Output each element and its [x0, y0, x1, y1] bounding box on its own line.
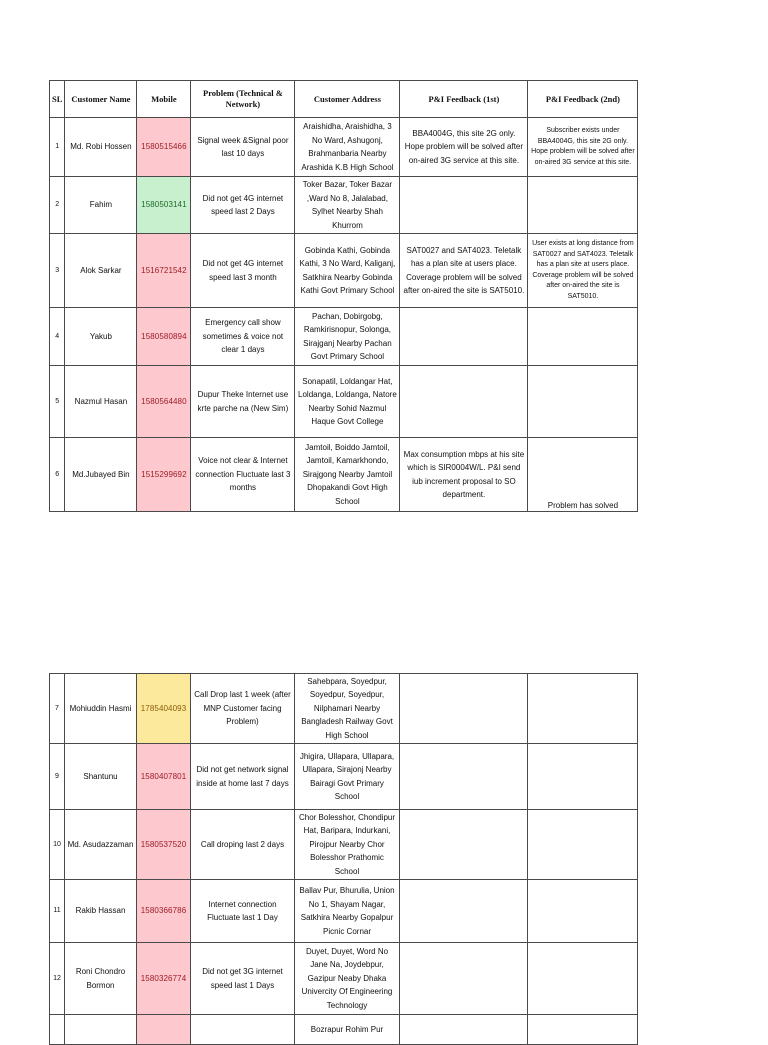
header-feedback-1: P&I Feedback (1st) — [400, 81, 528, 118]
feedback-2-cell — [528, 1015, 638, 1045]
problem-cell: Did not get 3G internet speed last 1 Days — [191, 943, 295, 1015]
mobile-cell: 1580503141 — [137, 177, 191, 234]
problem-cell: Internet connection Fluctuate last 1 Day — [191, 880, 295, 943]
mobile-cell: 1515299692 — [137, 438, 191, 512]
feedback-1-cell: SAT0027 and SAT4023. Teletalk has a plan site at users place. Coverage problem will be solved after on-aired the site is SAT5010. — [400, 234, 528, 308]
table-row — [50, 177, 638, 234]
table-row — [50, 308, 638, 366]
sl-cell: 10 — [50, 810, 65, 880]
address-cell: Jamtoil, Boiddo Jamtoil, Jamtoil, Kamarkhondo, Sirajgong Nearby Jamtoil Dhopakandi Govt High School — [295, 438, 400, 512]
address-cell: Jhigira, Ullapara, Ullapara, Ullapara, Sirajonj Nearby Bairagi Govt Primary School — [295, 744, 400, 810]
header-problem: Problem (Technical & Network) — [191, 81, 295, 118]
feedback-1-cell: Max consumption mbps at his site which is SIR0004W/L. P&I send iub increment proposal to SO department. — [400, 438, 528, 512]
table-row — [50, 438, 638, 512]
customer-name-cell: Md. Asudazzaman — [65, 810, 137, 880]
mobile-cell: 1580580894 — [137, 308, 191, 366]
address-cell: Sahebpara, Soyedpur, Soyedpur, Soyedpur, Nilphamari Nearby Bangladesh Railway Govt High School — [295, 674, 400, 744]
feedback-1-cell — [400, 177, 528, 234]
sl-cell: 1 — [50, 118, 65, 177]
mobile-cell: 1580564480 — [137, 366, 191, 438]
address-cell: Araishidha, Araishidha, 3 No Ward, Ashugonj, Brahmanbaria Nearby Arashida K.B High School — [295, 118, 400, 177]
sl-cell: 6 — [50, 438, 65, 512]
sl-cell: 11 — [50, 880, 65, 943]
feedback-1-cell — [400, 1015, 528, 1045]
table-row — [50, 943, 638, 1015]
mobile-cell: 1580326774 — [137, 943, 191, 1015]
problem-cell: Dupur Theke Internet use krte parche na (New Sim) — [191, 366, 295, 438]
customer-name-cell: Roni Chondro Bormon — [65, 943, 137, 1015]
header-mobile: Mobile — [137, 81, 191, 118]
address-cell: Sonapatil, Loldangar Hat, Loldanga, Loldanga, Natore Nearby Sohid Nazmul Haque Govt College — [295, 366, 400, 438]
problem-cell: Call droping last 2 days — [191, 810, 295, 880]
table-row — [50, 674, 638, 744]
feedback-1-cell — [400, 674, 528, 744]
header-row — [50, 81, 638, 118]
address-cell: Duyet, Duyet, Word No Jane Na, Joydebpur, Gazipur Neaby Dhaka Univercity Of Engineering Technology — [295, 943, 400, 1015]
feedback-2-cell — [528, 744, 638, 810]
header-sl: SL — [50, 81, 65, 118]
feedback-2-cell: Subscriber exists under BBA4004G, this site 2G only. Hope problem will be solved after on-aired 3G service at this site. — [528, 118, 638, 177]
sl-cell — [50, 1015, 65, 1045]
table-row — [50, 880, 638, 943]
feedback-2-cell — [528, 366, 638, 438]
sl-cell: 2 — [50, 177, 65, 234]
feedback-1-cell — [400, 744, 528, 810]
table-row — [50, 744, 638, 810]
feedback-2-cell: User exists at long distance from SAT0027 and SAT4023. Teletalk has a plan site at users place. Coverage problem will be solved after on-aired the site is SAT5010. — [528, 234, 638, 308]
mobile-cell: 1516721542 — [137, 234, 191, 308]
problem-cell: Voice not clear & Internet connection Fluctuate last 3 months — [191, 438, 295, 512]
sl-cell: 9 — [50, 744, 65, 810]
customer-name-cell: Md.Jubayed Bin — [65, 438, 137, 512]
table-row — [50, 234, 638, 308]
customer-name-cell: Shantunu — [65, 744, 137, 810]
sl-cell: 5 — [50, 366, 65, 438]
table-row — [50, 1015, 638, 1045]
sl-cell: 12 — [50, 943, 65, 1015]
feedback-1-cell: BBA4004G, this site 2G only. Hope problem will be solved after on-aired 3G service at this site. — [400, 118, 528, 177]
address-cell: Pachan, Dobirgobg, Ramkirisnopur, Solonga, Sirajganj Nearby Pachan Govt Primary School — [295, 308, 400, 366]
problem-cell: Signal week &Signal poor last 10 days — [191, 118, 295, 177]
complaints-table-2 — [49, 673, 638, 1045]
table-row — [50, 118, 638, 177]
problem-cell: Emergency call show sometimes & voice not clear 1 days — [191, 308, 295, 366]
problem-cell: Did not get network signal inside at home last 7 days — [191, 744, 295, 810]
feedback-2-cell — [528, 810, 638, 880]
feedback-2-cell — [528, 880, 638, 943]
address-cell: Ballav Pur, Bhurulia, Union No 1, Shayam Nagar, Satkhira Nearby Gopalpur Picnic Cornar — [295, 880, 400, 943]
feedback-2-cell — [528, 177, 638, 234]
feedback-1-cell — [400, 366, 528, 438]
header-customer-name: Customer Name — [65, 81, 137, 118]
feedback-2-cell — [528, 674, 638, 744]
problem-cell — [191, 1015, 295, 1045]
address-cell: Chor Bolesshor, Chondipur Hat, Baripara, Indurkani, Pirojpur Nearby Chor Bolesshor Prathomic School — [295, 810, 400, 880]
mobile-cell: 1580407801 — [137, 744, 191, 810]
feedback-1-cell — [400, 810, 528, 880]
mobile-cell: 1785404093 — [137, 674, 191, 744]
customer-name-cell: Mohiuddin Hasmi — [65, 674, 137, 744]
customer-name-cell: Md. Robi Hossen — [65, 118, 137, 177]
feedback-1-cell — [400, 880, 528, 943]
address-cell: Bozrapur Rohim Pur — [295, 1015, 400, 1045]
feedback-1-cell — [400, 943, 528, 1015]
feedback-2-cell — [528, 308, 638, 366]
customer-name-cell: Nazmul Hasan — [65, 366, 137, 438]
customer-name-cell: Alok Sarkar — [65, 234, 137, 308]
mobile-cell: 1580537520 — [137, 810, 191, 880]
header-feedback-2: P&I Feedback (2nd) — [528, 81, 638, 118]
mobile-cell: 1580515466 — [137, 118, 191, 177]
customer-name-cell — [65, 1015, 137, 1045]
customer-name-cell: Rakib Hassan — [65, 880, 137, 943]
problem-cell: Call Drop last 1 week (after MNP Customer facing Problem) — [191, 674, 295, 744]
table-row — [50, 366, 638, 438]
feedback-2-cell: Problem has solved — [528, 438, 638, 512]
address-cell: Gobinda Kathi, Gobinda Kathi, 3 No Ward, Kaliganj, Satkhira Nearby Gobinda Kathi Govt Primary School — [295, 234, 400, 308]
customer-name-cell: Fahim — [65, 177, 137, 234]
mobile-cell: 1580366786 — [137, 880, 191, 943]
feedback-2-cell — [528, 943, 638, 1015]
feedback-1-cell — [400, 308, 528, 366]
customer-name-cell: Yakub — [65, 308, 137, 366]
sl-cell: 4 — [50, 308, 65, 366]
problem-cell: Did not get 4G internet speed last 3 month — [191, 234, 295, 308]
sl-cell: 3 — [50, 234, 65, 308]
mobile-cell — [137, 1015, 191, 1045]
table-row — [50, 810, 638, 880]
complaints-table-1 — [49, 80, 638, 512]
problem-cell: Did not get 4G internet speed last 2 Days — [191, 177, 295, 234]
sl-cell: 7 — [50, 674, 65, 744]
header-address: Customer Address — [295, 81, 400, 118]
address-cell: Toker Bazar, Toker Bazar ,Ward No 8, Jalalabad, Sylhet Nearby Shah Khurrom — [295, 177, 400, 234]
